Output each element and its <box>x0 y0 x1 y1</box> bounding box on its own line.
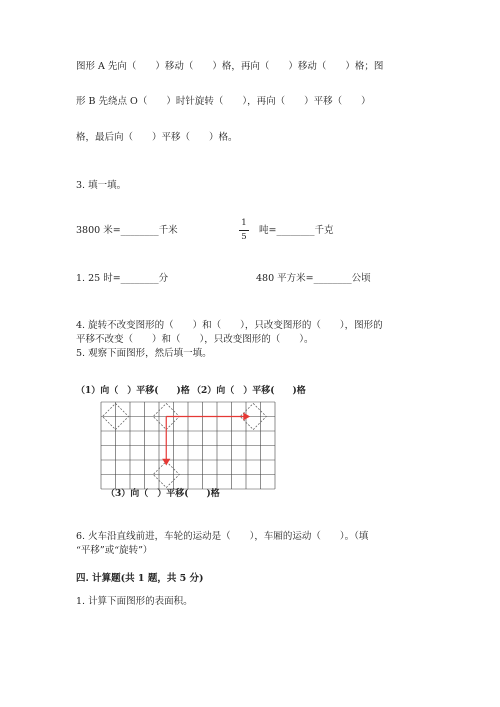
q6-line-1: 6. 火车沿直线前进，车轮的运动是（ ），车厢的运动（ ）。（填 <box>76 531 369 542</box>
fill-item-meters-to-km: 3800 米=________千米 <box>76 225 178 236</box>
fraction-denominator: 5 <box>241 231 247 242</box>
grid-label-1: （1）向（ ）平移( )格 <box>76 386 190 396</box>
grid-label-3: （3）向（ ）平移( )格 <box>106 489 220 499</box>
section-4-item-1: 1. 计算下面图形的表面积。 <box>76 596 193 607</box>
fraction-numerator: 1 <box>239 219 249 231</box>
q6-line-2: “平移”或“旋转”） <box>76 545 153 556</box>
section-4-heading: 四. 计算题(共 1 题，共 5 分) <box>76 573 204 584</box>
q4-line-1: 4. 旋转不改变图形的（ ）和（ ），只改变图形的（ ），图形的 <box>76 320 383 331</box>
arrow-right-head <box>244 414 249 420</box>
fill-item-sqm-to-hectare: 480 平方米=________公顷 <box>256 273 371 284</box>
fill-item-hours-to-minutes: 1. 25 时=________分 <box>76 273 169 284</box>
q5-heading: 5. 观察下面图形，然后填一填。 <box>76 348 212 359</box>
transform-question-line-3: 格，最后向（ ）平移（ ）格。 <box>76 132 238 143</box>
fill-item-ton-to-kg: 吨=________千克 <box>259 225 334 236</box>
fill-question-heading: 3. 填一填。 <box>76 180 127 191</box>
transform-question-line-2: 形 B 先绕点 O（ ）时针旋转（ ），再向（ ）平移（ ） <box>76 96 371 107</box>
q4-line-2: 平移不改变（ ）和（ ），只改变图形的（ ）。 <box>76 334 314 345</box>
grid-lines <box>101 402 275 489</box>
grid-label-2: （2）向（ ）平移( )格 <box>192 386 306 396</box>
transform-question-line-1: 图形 A 先向（ ）移动（ ）格，再向（ ）移动（ ）格；图 <box>76 61 384 72</box>
translation-arrows <box>163 414 249 465</box>
